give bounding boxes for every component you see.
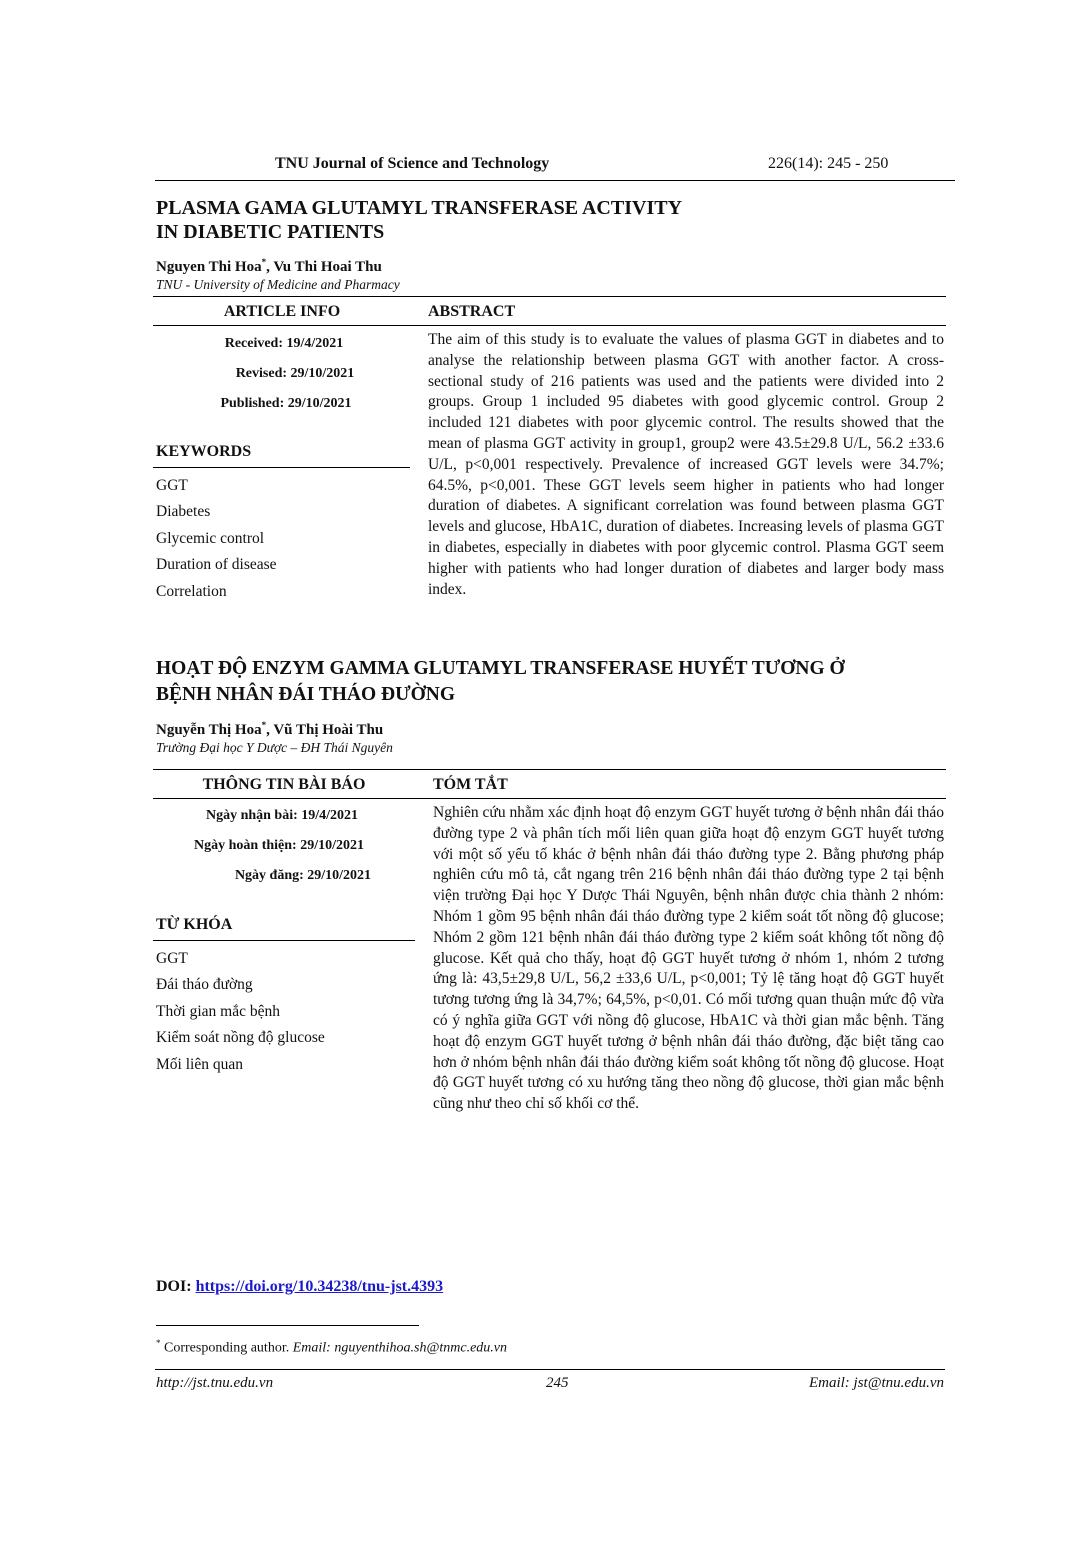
received-date: Ngày nhận bài: 19/4/2021 xyxy=(205,808,359,823)
corresponding-mark: * xyxy=(261,257,267,267)
keyword-item: Glycemic control xyxy=(156,530,265,547)
footer-email[interactable]: Email: jst@tnu.edu.vn xyxy=(808,1375,944,1391)
published-date: Published: 29/10/2021 xyxy=(220,396,352,411)
footer-url[interactable]: http://jst.tnu.edu.vn xyxy=(156,1375,274,1391)
vietnamese-title-line2: BỆNH NHÂN ĐÁI THÁO ĐƯỜNG xyxy=(156,684,456,705)
vietnamese-title-line1: HOẠT ĐỘ ENZYM GAMMA GLUTAMYL TRANSFERASE HUYẾT TƯƠNG Ở xyxy=(156,658,845,679)
english-abstract: The aim of this study is to evaluate the values of plasma GGT in diabetes and to analyse the relationship between plasma GGT with another factor. A cross-sectional study of 216 patients was used and the patients were divided into 2 groups. Group 1 included 95 diabetes with good glycemic control. Group 2 included 121 diabetes with poor glycemic control. The results showed that the mean of plasma GGT activity in group1, group2 were 43.5±29.8 U/L, 56.2 ±33.6 U/L, p<0,001 respectively. Prevalence of increased GGT levels were 34.7%; 64.5%, p<0,001. These GGT levels seem higher in patients who had longer duration of diabetes. A significant correlation was found between plasma GGT levels and glucose, HbA1C, duration of diabetes. Increasing levels of plasma GGT in diabetes, especially in diabetes with poor glycemic control. Plasma GGT seem higher with patients who had longer duration of diabetes and larger body mass index. xyxy=(428,331,944,598)
doi-link[interactable]: https://doi.org/10.34238/tnu-jst.4393 xyxy=(195,1278,444,1295)
english-title-line2: IN DIABETIC PATIENTS xyxy=(156,221,385,243)
divider xyxy=(153,296,946,297)
first-author: Nguyễn Thị Hoa xyxy=(156,722,262,738)
english-authors xyxy=(156,257,382,276)
keyword-item: Đái tháo đường xyxy=(156,976,253,993)
footnote-text: Corresponding author. xyxy=(160,1340,293,1356)
english-title-line1: PLASMA GAMA GLUTAMYL TRANSFERASE ACTIVITY xyxy=(156,197,683,219)
vietnamese-affiliation: Trường Đại học Y Dược – ĐH Thái Nguyên xyxy=(156,740,393,755)
received-date: Received: 19/4/2021 xyxy=(224,336,344,351)
journal-name: TNU Journal of Science and Technology xyxy=(275,155,550,172)
article-info-heading: THÔNG TIN BÀI BÁO xyxy=(202,776,366,793)
other-authors: , Vũ Thị Hoài Thu xyxy=(266,722,384,738)
revised-date: Revised: 29/10/2021 xyxy=(235,366,355,381)
doi xyxy=(156,1278,443,1296)
divider xyxy=(153,325,946,326)
corresponding-mark: * xyxy=(261,720,267,730)
keywords-heading: KEYWORDS xyxy=(156,443,252,460)
abstract-heading: TÓM TẮT xyxy=(433,776,508,793)
divider xyxy=(153,769,946,770)
keyword-item: Kiểm soát nồng độ glucose xyxy=(156,1029,325,1046)
doi-label: DOI: xyxy=(156,1278,196,1295)
keyword-item: Correlation xyxy=(156,583,227,600)
keyword-item: GGT xyxy=(156,477,188,494)
footnote-email: Email: nguyenthihoa.sh@tnmc.edu.vn xyxy=(292,1340,507,1356)
footnote xyxy=(156,1338,507,1357)
article-info-heading: ARTICLE INFO xyxy=(223,303,341,320)
vietnamese-abstract: Nghiên cứu nhằm xác định hoạt độ enzym GGT huyết tương ở bệnh nhân đái tháo đường type 2 và phân tích mối liên quan giữa hoạt độ enzym GGT huyết tương với một số yếu tố khác ở bệnh nhân đái tháo đường type 2. Bằng phương pháp nghiên cứu mô tả, cắt ngang trên 216 bệnh nhân đái tháo đường type 2 tại bệnh viện trường Đại học Y Dược Thái Nguyên, bệnh nhân được chia thành 2 nhóm: Nhóm 1 gồm 95 bệnh nhân đái tháo đường type 2 kiểm soát tốt nồng độ glucose; Nhóm 2 gồm 121 bệnh nhân đái tháo đường type 2 kiểm soát không tốt nồng độ glucose. Kết quả cho thấy, hoạt độ GGT huyết tương ở nhóm 1, nhóm 2 tương ứng là: 43,5±29,8 U/L, 56,2 ±33,6 U/L, p<0,001; Tỷ lệ tăng hoạt độ GGT huyết tương tương ứng là 34,7%; 64,5%, p<0,01. Có mối tương quan thuận mức độ vừa có ý nghĩa giữa GGT với nồng độ glucose, HbA1C và thời gian mắc bệnh. Tăng hoạt độ enzym GGT huyết tương ở bệnh nhân đái tháo đường, đặc biệt tăng cao hơn ở nhóm bệnh nhân đái tháo đường kiểm soát không tốt nồng độ glucose. Hoạt độ GGT huyết tương có xu hướng tăng theo nồng độ glucose, thời gian mắc bệnh cũng như theo chỉ số khối cơ thể. xyxy=(433,804,944,1113)
english-title xyxy=(156,196,856,244)
vietnamese-authors xyxy=(156,720,383,739)
abstract-heading: ABSTRACT xyxy=(428,303,516,320)
issue-info: 226(14): 245 - 250 xyxy=(768,155,889,172)
revised-date: Ngày hoàn thiện: 29/10/2021 xyxy=(194,838,364,853)
keyword-item: Thời gian mắc bệnh xyxy=(156,1003,280,1020)
keywords-heading: TỪ KHÓA xyxy=(156,916,233,933)
footer-divider xyxy=(155,1369,945,1370)
divider xyxy=(153,940,415,941)
english-affiliation: TNU - University of Medicine and Pharmacy xyxy=(156,277,400,292)
vietnamese-title xyxy=(156,656,946,708)
divider xyxy=(153,798,946,799)
keyword-item: Duration of disease xyxy=(156,556,277,573)
page-number: 245 xyxy=(546,1375,569,1391)
published-date: Ngày đăng: 29/10/2021 xyxy=(234,868,372,883)
divider xyxy=(153,467,410,468)
keyword-item: GGT xyxy=(156,950,188,967)
keyword-item: Mối liên quan xyxy=(156,1056,243,1073)
first-author: Nguyen Thi Hoa xyxy=(156,259,262,275)
other-authors: , Vu Thi Hoai Thu xyxy=(266,259,382,275)
footnote-mark: * xyxy=(156,1338,161,1348)
keyword-item: Diabetes xyxy=(156,503,211,520)
footnote-divider xyxy=(156,1325,419,1326)
header-divider xyxy=(155,180,955,181)
